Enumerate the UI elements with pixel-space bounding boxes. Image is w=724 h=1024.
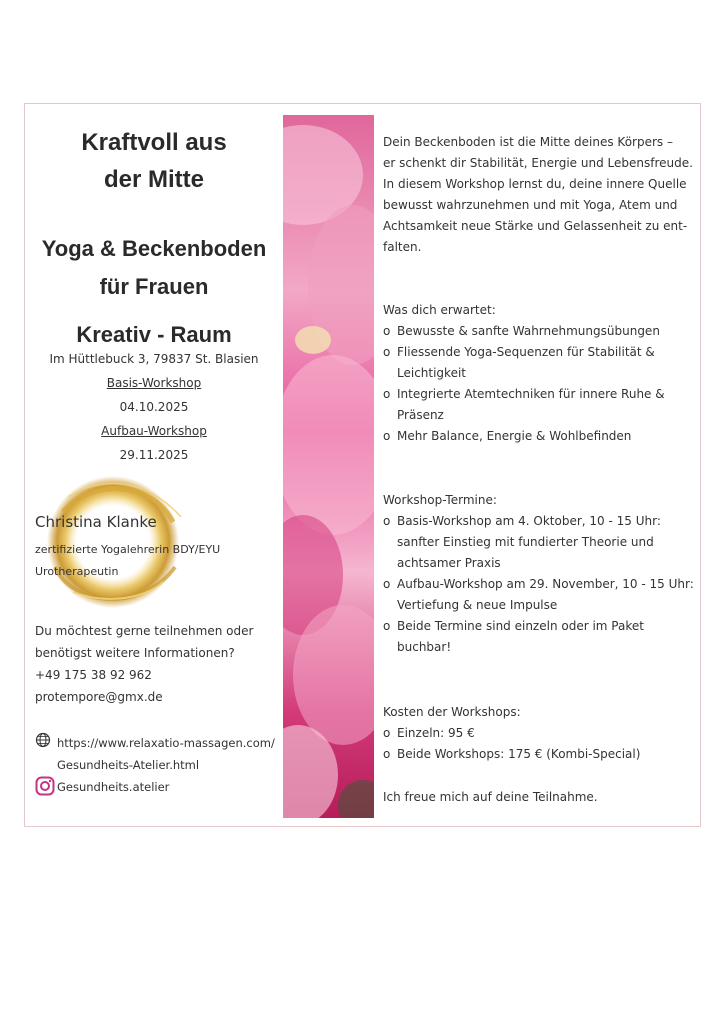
intro-line: falten.: [383, 240, 422, 254]
intro-line: In diesem Workshop lernst du, deine innere Quelle: [383, 177, 687, 191]
intro-line: bewusst wahrzunehmen und mit Yoga, Atem und: [383, 198, 678, 212]
cost-heading: Kosten der Workshops:: [383, 705, 521, 719]
dates-heading: Workshop-Termine:: [383, 493, 497, 507]
globe-icon: [35, 732, 57, 755]
title-line: Kraftvoll aus: [81, 129, 227, 156]
flower-photo: [283, 115, 374, 818]
list-item: o Beide Workshops: 175 € (Kombi-Special): [383, 744, 695, 765]
basis-workshop-label: Basis-Workshop: [106, 376, 202, 390]
email-address[interactable]: protempore@gmx.de: [35, 690, 163, 704]
contact-line: benötigst weitere Informationen?: [35, 646, 235, 660]
aufbau-workshop-label: Aufbau-Workshop: [101, 424, 207, 438]
left-column: [25, 104, 283, 826]
closing-line: Ich freue mich auf deine Teilnahme.: [383, 790, 598, 804]
web-links: [35, 732, 285, 803]
intro-paragraph: [383, 132, 695, 258]
phone-number[interactable]: +49 175 38 92 962: [35, 668, 152, 682]
instagram-handle: Gesundheits.atelier: [57, 780, 170, 794]
address-text: Im Hüttlebuck 3, 79837 St. Blasien: [49, 352, 259, 366]
website-url-line: https://www.relaxatio-massagen.com/: [57, 736, 275, 750]
basis-workshop-date: 04.10.2025: [119, 400, 189, 414]
intro-line: er schenkt dir Stabilität, Energie und Lebensfreude.: [383, 156, 693, 170]
teacher-name: Christina Klanke: [35, 513, 157, 531]
flyer-title: [25, 124, 283, 198]
flyer: [24, 103, 701, 827]
right-column: [383, 132, 695, 808]
title-line: der Mitte: [103, 166, 204, 193]
instagram-link[interactable]: [35, 776, 285, 803]
contact-line: Du möchtest gerne teilnehmen oder: [35, 624, 254, 638]
intro-line: Dein Beckenboden ist die Mitte deines Körpers –: [383, 135, 673, 149]
venue-address: [25, 347, 283, 467]
contact-info: [35, 620, 253, 708]
flyer-subtitle: [25, 230, 283, 306]
subtitle-line: für Frauen: [99, 274, 209, 299]
instagram-icon: [35, 776, 57, 803]
teacher-credentials: [35, 539, 220, 583]
teacher-cert: zertifizierte Yogalehrerin BDY/EYU: [35, 543, 221, 556]
venue-name: Kreativ - Raum: [76, 322, 232, 347]
teacher-role: Urotherapeutin: [35, 565, 119, 578]
list-item: o Integrierte Atemtechniken für innere Ruhe & Präsenz: [383, 384, 695, 426]
intro-line: Achtsamkeit neue Stärke und Gelassenheit zu ent-: [383, 219, 688, 233]
list-item: o Basis-Workshop am 4. Oktober, 10 - 15 Uhr: sanfter Einstieg mit fundierter Theorie und achtsamer Praxis: [383, 511, 695, 574]
list-item: o Fliessende Yoga-Sequenzen für Stabilität & Leichtigkeit: [383, 342, 695, 384]
list-item: o Aufbau-Workshop am 29. November, 10 - 15 Uhr: Vertiefung & neue Impulse: [383, 574, 695, 616]
website-link[interactable]: [35, 732, 285, 776]
subtitle-line: Yoga & Beckenboden: [41, 236, 267, 261]
expect-heading: Was dich erwartet:: [383, 303, 496, 317]
dates-list: [383, 511, 695, 658]
cost-list: [383, 723, 695, 765]
expect-list: [383, 321, 695, 447]
list-item: o Mehr Balance, Energie & Wohlbefinden: [383, 426, 695, 447]
list-item: o Bewusste & sanfte Wahrnehmungsübungen: [383, 321, 695, 342]
website-url-line: Gesundheits-Atelier.html: [57, 758, 200, 772]
list-item: o Beide Termine sind einzeln oder im Paket buchbar!: [383, 616, 695, 658]
list-item: o Einzeln: 95 €: [383, 723, 695, 744]
aufbau-workshop-date: 29.11.2025: [119, 448, 189, 462]
